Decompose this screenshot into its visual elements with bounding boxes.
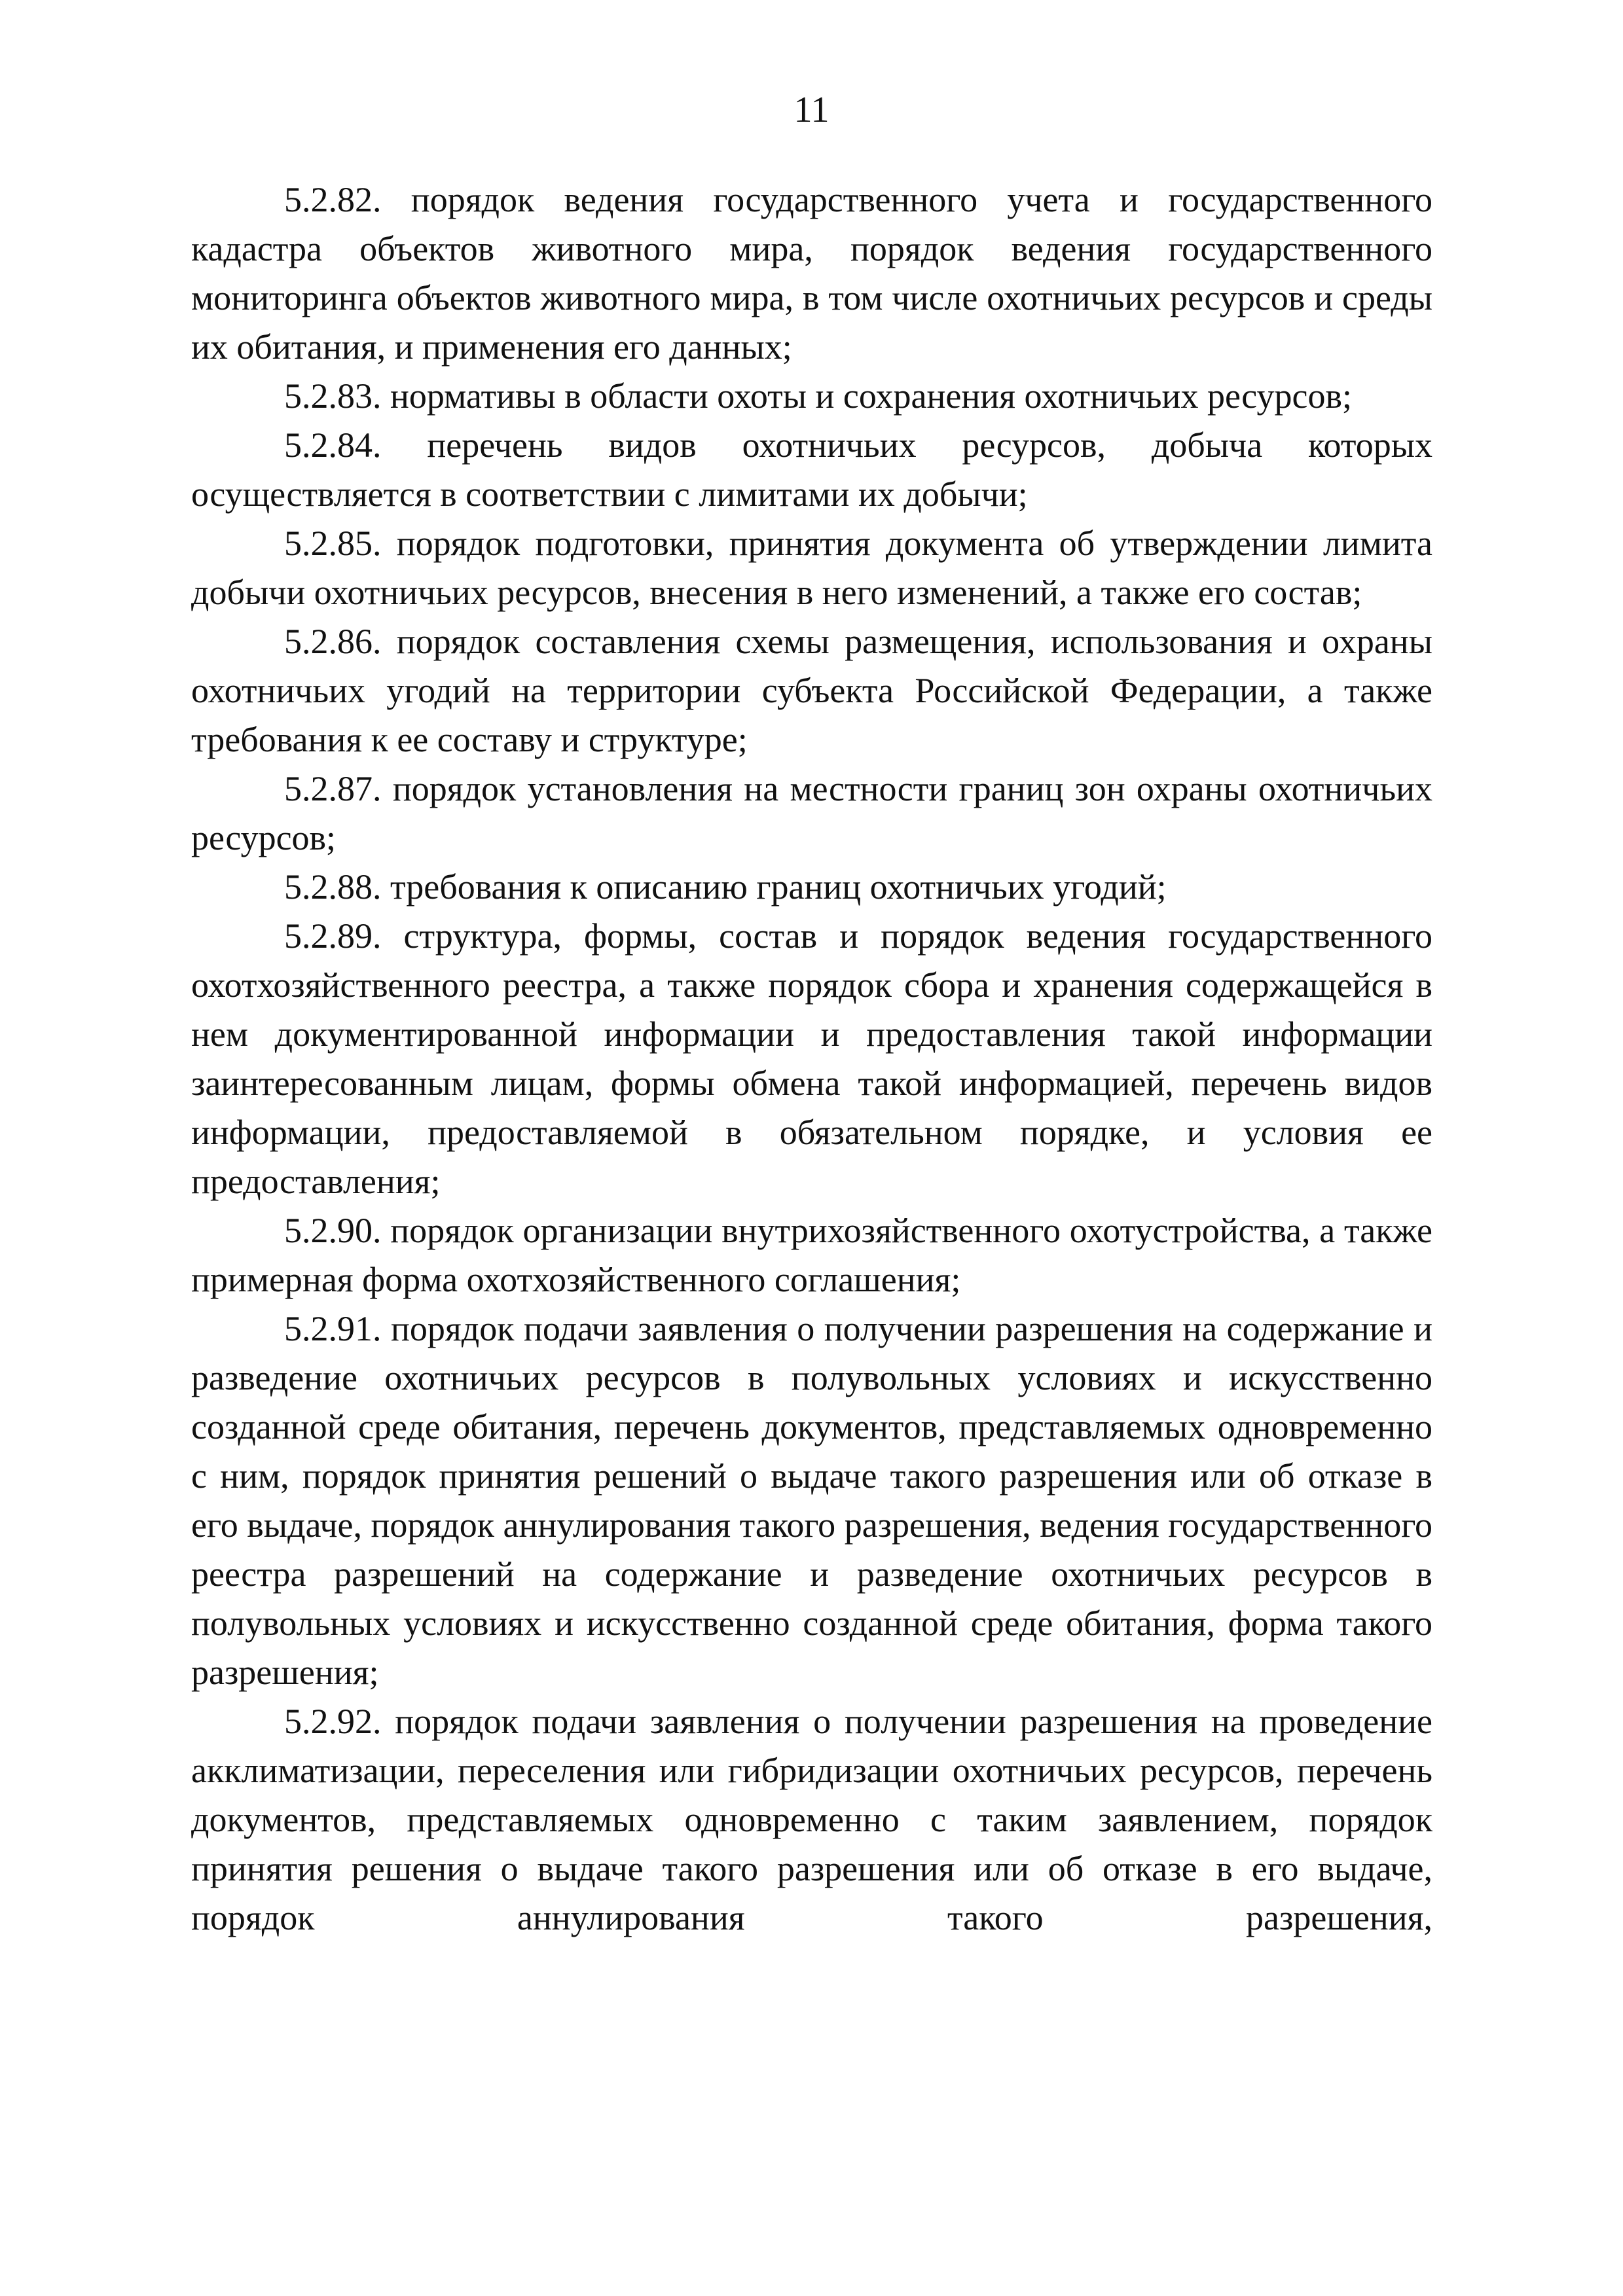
paragraph-5-2-88: 5.2.88. требования к описанию границ охотничьих угодий; (284, 867, 1167, 906)
paragraph-5-2-86: 5.2.86. порядок составления схемы размещения, использования и охраны охотничьих угодий на территории субъекта Российской Федерации, а также требования к ее составу и структуре; (191, 622, 1432, 759)
paragraph-5-2-83: 5.2.83. нормативы в области охоты и сохранения охотничьих ресурсов; (284, 376, 1352, 416)
paragraph-5-2-90: 5.2.90. порядок организации внутрихозяйственного охотустройства, а также примерная форма охотхозяйственного соглашения; (191, 1211, 1432, 1299)
paragraph-5-2-87: 5.2.87. порядок установления на местности границ зон охраны охотничьих ресурсов; (191, 769, 1432, 857)
document-body (191, 175, 1432, 1943)
paragraph-5-2-85: 5.2.85. порядок подготовки, принятия документа об утверждении лимита добычи охотничьих ресурсов, внесения в него изменений, а также его состав; (191, 524, 1432, 612)
paragraph-5-2-91: 5.2.91. порядок подачи заявления о получении разрешения на содержание и разведение охотничьих ресурсов в полувольных условиях и искусственно созданной среде обитания, перечень документов, представляемых одновременно с ним, порядок принятия решений о выдаче такого разрешения или об отказе в его выдаче, порядок аннулирования такого разрешения, ведения государственного реестра разрешений на содержание и разведение охотничьих ресурсов в полувольных условиях и искусственно созданной среде обитания, форма такого разрешения; (191, 1309, 1432, 1692)
paragraph-5-2-92: 5.2.92. порядок подачи заявления о получении разрешения на проведение акклиматизации, переселения или гибридизации охотничьих ресурсов, перечень документов, представляемых одновременно с таким заявлением, порядок принятия решения о выдаче такого разрешения или об отказе в его выдаче, порядок аннулирования такого разрешения, (191, 1702, 1432, 1937)
paragraph-5-2-82: 5.2.82. порядок ведения государственного учета и государственного кадастра объектов животного мира, порядок ведения государственного мониторинга объектов животного мира, в том числе охотничьих ресурсов и среды их обитания, и применения его данных; (191, 180, 1432, 367)
paragraph-5-2-84: 5.2.84. перечень видов охотничьих ресурсов, добыча которых осуществляется в соответствии с лимитами их добычи; (191, 425, 1432, 514)
paragraph-5-2-89: 5.2.89. структура, формы, состав и порядок ведения государственного охотхозяйственного реестра, а также порядок сбора и хранения содержащейся в нем документированной информации и предоставления такой информации заинтересованным лицам, формы обмена такой информацией, перечень видов информации, предоставляемой в обязательном порядке, и условия ее предоставления; (191, 916, 1432, 1201)
page-number: 11 (793, 90, 830, 130)
